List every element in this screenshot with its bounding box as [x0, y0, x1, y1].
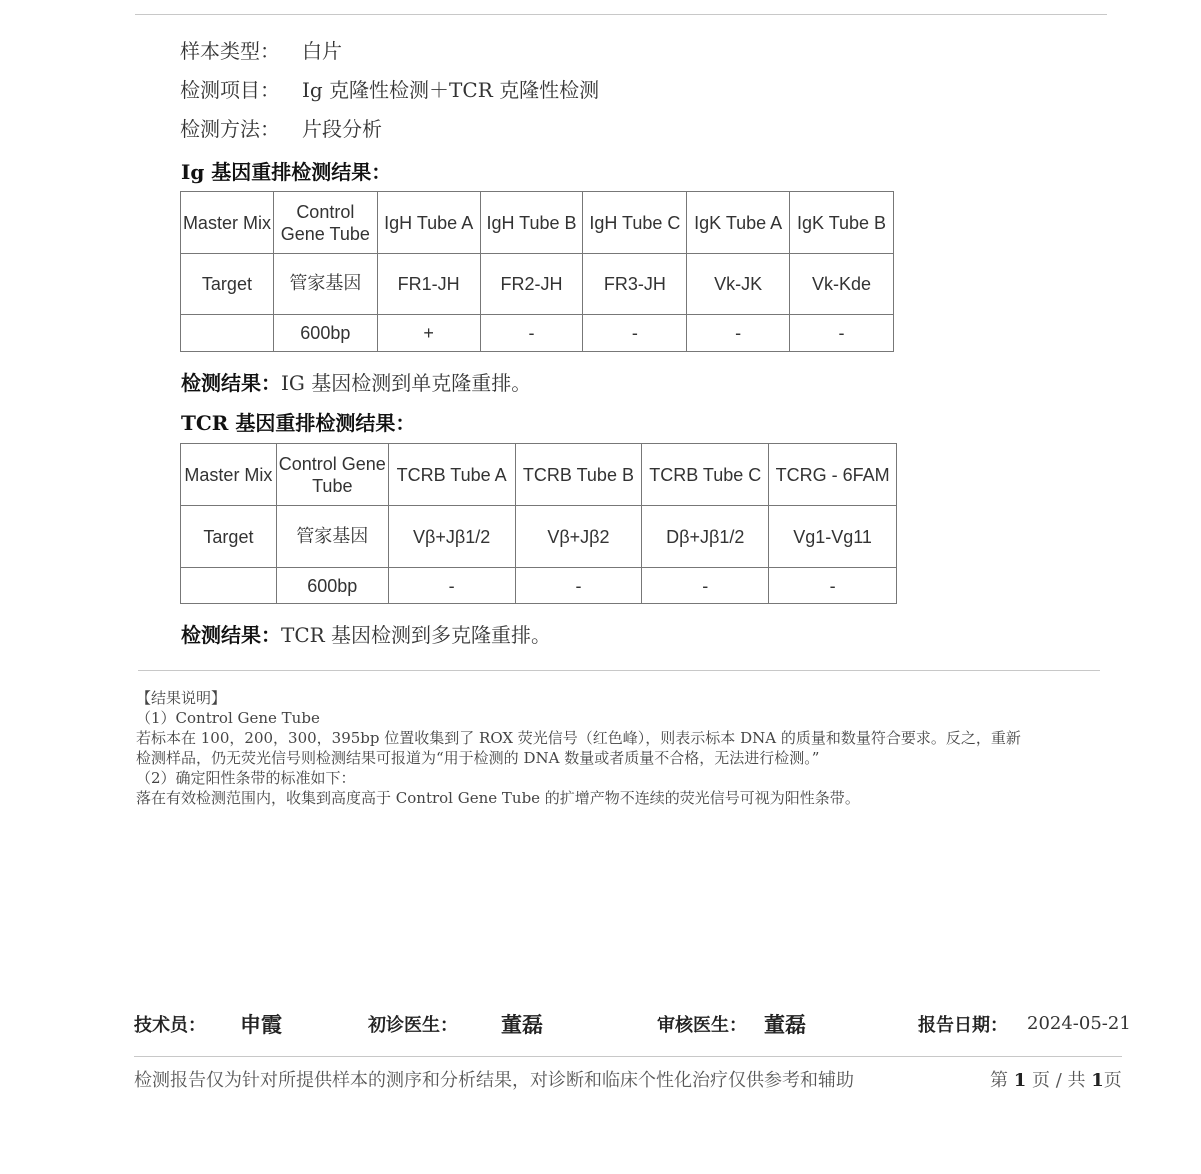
notes-line: 落在有效检测范围内，收集到高度高于 Control Gene Tube 的扩增产物不连续的荧光信号可视为阳性条带。 — [136, 789, 860, 807]
ig-target-cell: 管家基因 — [273, 254, 377, 315]
page-suffix: 页 — [1103, 1070, 1122, 1091]
review-doctor-name: 董磊 — [764, 1012, 806, 1037]
tcr-header-cell: TCRB Tube A — [388, 444, 515, 506]
ig-header-row — [181, 192, 894, 254]
ig-header-cell: IgH Tube B — [480, 192, 583, 254]
tcr-target-row — [181, 506, 897, 568]
tcr-target-cell: Vg1-Vg11 — [769, 506, 897, 568]
tcr-target-cell: 管家基因 — [276, 506, 388, 568]
ig-target-cell: Target — [181, 254, 274, 315]
ig-header-cell: IgK Tube A — [687, 192, 790, 254]
ig-result-cell: - — [480, 315, 583, 352]
tcr-header-row — [181, 444, 897, 506]
tcr-result-cell: - — [769, 568, 897, 604]
ig-conclusion-key: 检测结果： — [181, 371, 281, 395]
tcr-result-row — [181, 568, 897, 604]
ig-header-cell: IgK Tube B — [790, 192, 894, 254]
report-date-label: 报告日期： — [918, 1015, 1008, 1036]
tcr-section-title: TCR 基因重排检测结果： — [181, 411, 416, 435]
tcr-conclusion — [181, 619, 551, 648]
ig-conclusion — [181, 367, 531, 396]
review-doctor-label: 审核医生： — [657, 1015, 747, 1036]
tcr-result-cell: - — [388, 568, 515, 604]
first-doctor-label: 初诊医生： — [368, 1015, 458, 1036]
tcr-result-cell: - — [642, 568, 769, 604]
result-notes — [136, 688, 1111, 808]
page-number — [990, 1066, 1122, 1092]
notes-divider — [138, 670, 1100, 671]
notes-line: 检测样品，仍无荧光信号则检测结果可报道为“用于检测的 DNA 数量或者质量不合格，无法进行检测。” — [136, 749, 820, 767]
report-date-value: 2024-05-21 — [1027, 1013, 1131, 1034]
tcr-header-cell: TCRB Tube C — [642, 444, 769, 506]
test-method-row — [180, 113, 382, 142]
ig-result-cell: - — [687, 315, 790, 352]
ig-conclusion-text: IG 基因检测到单克隆重排。 — [281, 371, 532, 395]
ig-header-cell: Control Gene Tube — [273, 192, 377, 254]
tcr-header-cell: Control Gene Tube — [276, 444, 388, 506]
footer-disclaimer: 检测报告仅为针对所提供样本的测序和分析结果，对诊断和临床个性化治疗仅供参考和辅助 — [134, 1070, 854, 1091]
sample-type-label: 样本类型： — [180, 39, 280, 63]
test-method-value: 片段分析 — [302, 117, 382, 141]
page-prefix: 第 — [990, 1070, 1008, 1091]
technician-label: 技术员： — [134, 1015, 206, 1036]
ig-header-cell: IgH Tube A — [377, 192, 480, 254]
page-current: 1 — [1013, 1070, 1027, 1091]
ig-result-cell: + — [377, 315, 480, 352]
test-item-value: Ig 克隆性检测＋TCR 克隆性检测 — [302, 78, 600, 102]
notes-heading: 【结果说明】 — [136, 689, 227, 707]
first-doctor-name: 董磊 — [501, 1012, 543, 1037]
ig-target-row — [181, 254, 894, 315]
tcr-results-table — [180, 443, 897, 604]
sample-type-value: 白片 — [302, 39, 342, 63]
tcr-result-cell — [181, 568, 277, 604]
ig-target-cell: Vk-JK — [687, 254, 790, 315]
ig-result-cell: - — [583, 315, 687, 352]
page-mid: 页 / 共 — [1032, 1070, 1086, 1091]
tcr-conclusion-key: 检测结果： — [181, 623, 281, 647]
tcr-target-cell: Dβ+Jβ1/2 — [642, 506, 769, 568]
ig-result-cell — [181, 315, 274, 352]
ig-target-cell: FR1-JH — [377, 254, 480, 315]
ig-target-cell: FR3-JH — [583, 254, 687, 315]
tcr-target-cell: Vβ+Jβ1/2 — [388, 506, 515, 568]
test-item-label: 检测项目： — [180, 78, 280, 102]
ig-result-row — [181, 315, 894, 352]
ig-header-cell: IgH Tube C — [583, 192, 687, 254]
notes-line: （2）确定阳性条带的标准如下： — [136, 769, 356, 787]
ig-results-table — [180, 191, 894, 352]
page-total: 1 — [1091, 1070, 1104, 1091]
ig-header-cell: Master Mix — [181, 192, 274, 254]
top-divider — [135, 14, 1107, 15]
tcr-header-cell: TCRG - 6FAM — [769, 444, 897, 506]
ig-result-cell: 600bp — [273, 315, 377, 352]
tcr-conclusion-text: TCR 基因检测到多克隆重排。 — [281, 623, 552, 647]
test-method-label: 检测方法： — [180, 117, 280, 141]
tcr-target-cell: Target — [181, 506, 277, 568]
technician-name: 申霞 — [240, 1012, 282, 1037]
tcr-header-cell: Master Mix — [181, 444, 277, 506]
footer-divider — [134, 1056, 1122, 1057]
ig-target-cell: Vk-Kde — [790, 254, 894, 315]
tcr-result-cell: - — [515, 568, 642, 604]
ig-target-cell: FR2-JH — [480, 254, 583, 315]
notes-line: （1）Control Gene Tube — [136, 709, 320, 727]
tcr-header-cell: TCRB Tube B — [515, 444, 642, 506]
tcr-result-cell: 600bp — [276, 568, 388, 604]
sample-type-row — [180, 35, 342, 64]
notes-line: 若标本在 100，200，300，395bp 位置收集到了 ROX 荧光信号（红色峰），则表示标本 DNA 的质量和数量符合要求。反之，重新 — [136, 729, 1021, 747]
tcr-target-cell: Vβ+Jβ2 — [515, 506, 642, 568]
ig-result-cell: - — [790, 315, 894, 352]
ig-section-title: Ig 基因重排检测结果： — [181, 160, 392, 184]
test-item-row — [180, 74, 599, 103]
